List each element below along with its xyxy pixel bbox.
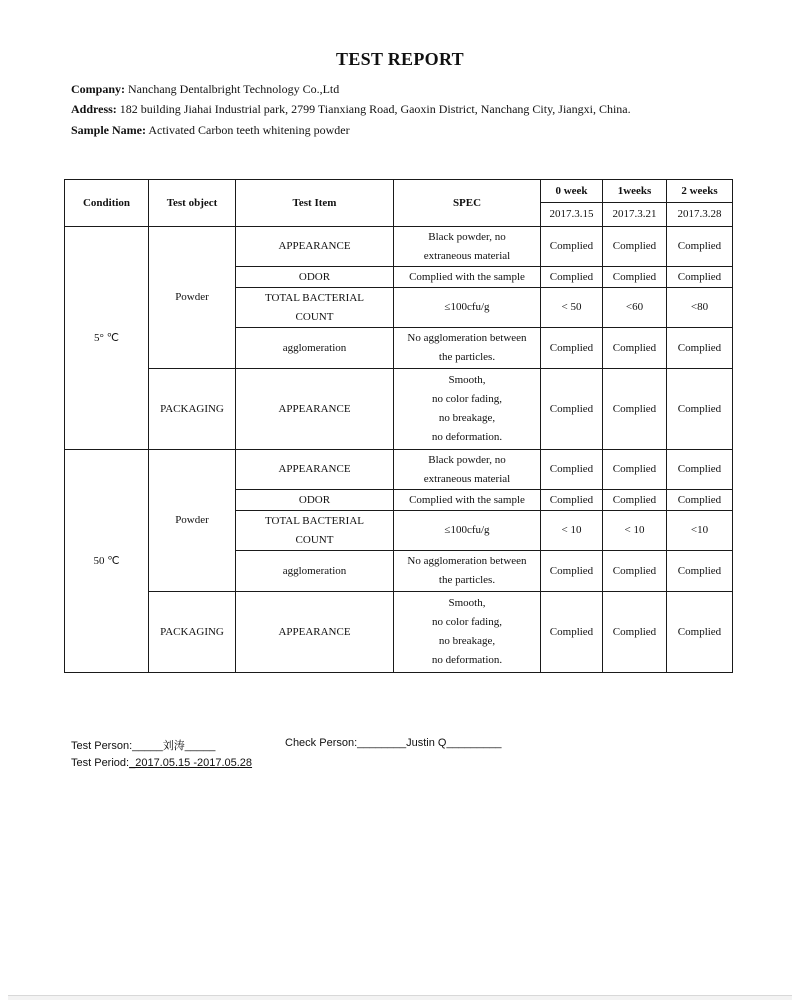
result-cell: Complied	[541, 490, 603, 511]
header-test-item: Test Item	[236, 180, 394, 227]
result-cell: Complied	[603, 450, 667, 490]
spec-cell	[394, 227, 541, 267]
test-item-line: TOTAL BACTERIAL	[264, 291, 365, 304]
address-value: 182 building Jiahai Industrial park, 2799 Tianxiang Road, Gaoxin District, Nanchang City, Jiangxi, China.	[119, 102, 631, 116]
test-object-cell: Powder	[149, 450, 236, 592]
result-cell: Complied	[541, 592, 603, 673]
spec-line: the particles.	[438, 351, 496, 363]
result-cell: Complied	[541, 450, 603, 490]
spec-cell: Complied with the sample	[394, 267, 541, 288]
address-label: Address:	[71, 102, 117, 116]
test-object-cell: PACKAGING	[149, 592, 236, 673]
result-cell: Complied	[541, 551, 603, 592]
test-item-cell	[236, 288, 394, 328]
spec-cell	[394, 328, 541, 369]
address-line	[71, 102, 631, 116]
header-date-1: 2017.3.21	[603, 203, 667, 227]
test-item-cell: APPEARANCE	[236, 592, 394, 673]
result-cell: Complied	[667, 592, 733, 673]
test-item-cell: agglomeration	[236, 551, 394, 592]
test-item-line: COUNT	[295, 310, 334, 323]
test-item-cell: APPEARANCE	[236, 227, 394, 267]
sample-value: Activated Carbon teeth whitening powder	[148, 123, 350, 137]
spec-line: no color fading,	[432, 393, 502, 405]
spec-cell	[394, 450, 541, 490]
result-cell: < 10	[541, 511, 603, 551]
result-cell: Complied	[667, 227, 733, 267]
check-person-line	[285, 737, 502, 749]
test-item-cell: APPEARANCE	[236, 450, 394, 490]
test-object-cell: PACKAGING	[149, 369, 236, 450]
test-period-value: _2017.05.15 -2017.05.28	[129, 757, 253, 769]
test-period-line	[71, 757, 252, 769]
condition-cell: 50 ℃	[65, 450, 149, 673]
test-item-line: TOTAL BACTERIAL	[264, 514, 365, 527]
result-cell: Complied	[603, 328, 667, 369]
spec-line: no deformation.	[431, 654, 503, 666]
spec-cell	[394, 369, 541, 450]
result-cell: <60	[603, 288, 667, 328]
sample-line	[71, 123, 350, 137]
test-item-cell: agglomeration	[236, 328, 394, 369]
result-cell: Complied	[667, 267, 733, 288]
test-object-cell: Powder	[149, 227, 236, 369]
test-period-label: Test Period:	[71, 757, 130, 769]
company-value: Nanchang Dentalbright Technology Co.,Ltd	[128, 82, 340, 96]
result-cell: <80	[667, 288, 733, 328]
test-person-label: Test Person:	[71, 740, 133, 752]
check-person-value: ________Justin Q_________	[357, 737, 502, 749]
spec-line: Smooth,	[448, 374, 486, 386]
result-cell: Complied	[667, 551, 733, 592]
result-cell: Complied	[667, 328, 733, 369]
test-item-cell: ODOR	[236, 267, 394, 288]
spec-cell: ≤100cfu/g	[394, 511, 541, 551]
result-cell: Complied	[603, 490, 667, 511]
result-cell: <10	[667, 511, 733, 551]
header-condition: Condition	[65, 180, 149, 227]
test-item-cell: ODOR	[236, 490, 394, 511]
test-results-table	[64, 179, 733, 673]
test-person-value: _____刘涛_____	[132, 740, 216, 752]
result-cell: Complied	[541, 267, 603, 288]
result-cell: Complied	[667, 450, 733, 490]
result-cell: Complied	[603, 267, 667, 288]
header-week-1: 1weeks	[603, 180, 667, 203]
result-cell: Complied	[603, 551, 667, 592]
company-line	[71, 82, 339, 96]
header-test-object: Test object	[149, 180, 236, 227]
result-cell: Complied	[541, 227, 603, 267]
spec-line: No agglomeration between	[407, 555, 527, 567]
test-item-line: COUNT	[295, 533, 334, 546]
spec-line: no breakage,	[438, 412, 496, 424]
test-person-line	[71, 737, 215, 753]
company-label: Company:	[71, 82, 126, 96]
header-week-0: 0 week	[541, 180, 603, 203]
spec-line: No agglomeration between	[407, 332, 527, 344]
spec-cell	[394, 592, 541, 673]
result-cell: Complied	[667, 369, 733, 450]
result-cell: Complied	[541, 328, 603, 369]
page-bottom-edge	[8, 995, 792, 1000]
result-cell: Complied	[603, 227, 667, 267]
spec-line: Black powder, no	[428, 453, 506, 466]
result-cell: Complied	[603, 369, 667, 450]
spec-line: extraneous material	[423, 472, 511, 485]
spec-line: no color fading,	[432, 616, 502, 628]
spec-line: extraneous material	[423, 249, 511, 262]
spec-cell: ≤100cfu/g	[394, 288, 541, 328]
result-cell: Complied	[541, 369, 603, 450]
check-person-label: Check Person:	[285, 737, 358, 749]
spec-line: the particles.	[438, 574, 496, 586]
report-title: TEST REPORT	[336, 49, 464, 69]
test-item-cell	[236, 511, 394, 551]
header-date-2: 2017.3.28	[667, 203, 733, 227]
header-week-2: 2 weeks	[667, 180, 733, 203]
result-cell: Complied	[603, 592, 667, 673]
condition-cell: 5° ℃	[65, 227, 149, 450]
sample-label: Sample Name:	[71, 123, 146, 137]
result-cell: < 10	[603, 511, 667, 551]
spec-cell: Complied with the sample	[394, 490, 541, 511]
spec-line: Smooth,	[448, 597, 486, 609]
spec-line: no breakage,	[438, 635, 496, 647]
spec-cell	[394, 551, 541, 592]
spec-line: no deformation.	[431, 431, 503, 443]
test-item-cell: APPEARANCE	[236, 369, 394, 450]
spec-line: Black powder, no	[428, 230, 506, 243]
header-spec: SPEC	[394, 180, 541, 227]
header-date-0: 2017.3.15	[541, 203, 603, 227]
result-cell: Complied	[667, 490, 733, 511]
result-cell: < 50	[541, 288, 603, 328]
